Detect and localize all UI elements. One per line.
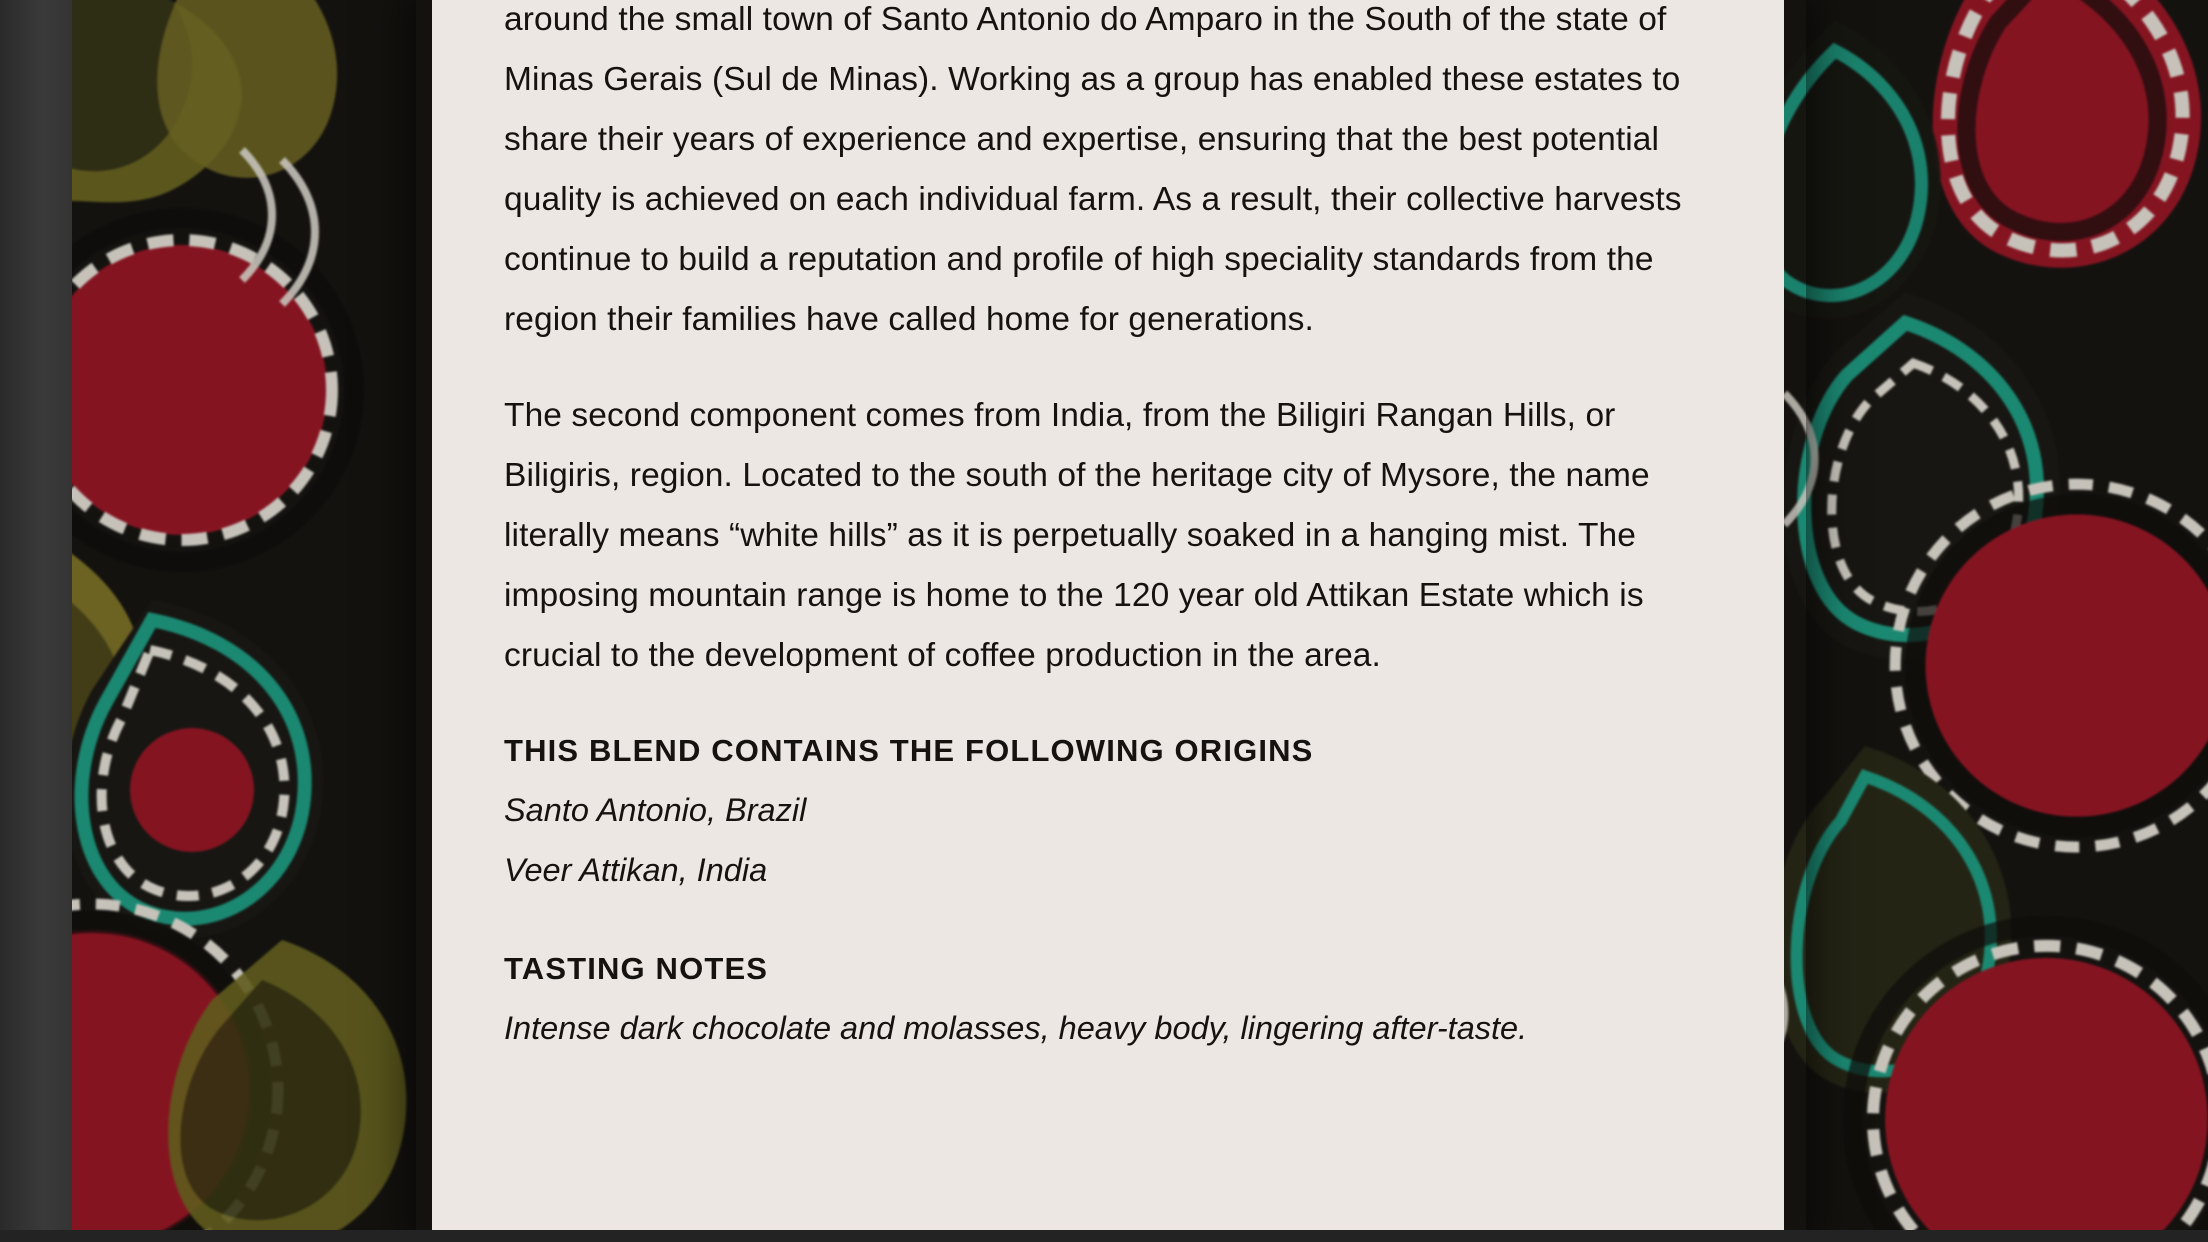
- origin-item: Santo Antonio, Brazil: [504, 792, 807, 828]
- document-page: [432, 0, 1784, 1242]
- tasting-notes-heading: TASTING NOTES: [504, 951, 769, 986]
- decorative-pattern-right: [1784, 0, 2208, 1242]
- paragraph-brazil-origin: around the small town of Santo Antonio do Amparo in the South of the state of Minas Gerais (Sul de Minas). Working as a group has enabled these estates to share their years of experience and expertise, ensuring that the best potential quality is achieved on each individual farm. As a result, their collective harvests continue to build a reputation and profile of high speciality standards from the region their families have called home for generations.: [504, 1, 1682, 338]
- page-content: [504, 0, 1716, 1058]
- paragraph-india-origin: The second component comes from India, from the Biligiri Rangan Hills, or Biligiris, region. Located to the south of the heritage city of Mysore, the name literally means “white hills” as it is perpetually soaked in a hanging mist. The imposing mountain range is home to the 120 year old Attikan Estate which is crucial to the development of coffee production in the area.: [504, 397, 1650, 674]
- viewer-bottom-strip: [0, 1230, 2208, 1242]
- origins-heading: THIS BLEND CONTAINS THE FOLLOWING ORIGINS: [504, 733, 1314, 768]
- tasting-notes-block: [504, 998, 1699, 1058]
- left-edge-shading: [0, 0, 72, 1242]
- origins-list: [504, 780, 1716, 900]
- floral-pattern-icon: [1784, 0, 2208, 1242]
- floral-pattern-icon: [72, 0, 432, 1242]
- decorative-pattern-left: [72, 0, 432, 1242]
- origin-item: Veer Attikan, India: [504, 852, 768, 888]
- tasting-notes-text: Intense dark chocolate and molasses, heavy body, lingering after-taste.: [504, 1010, 1528, 1046]
